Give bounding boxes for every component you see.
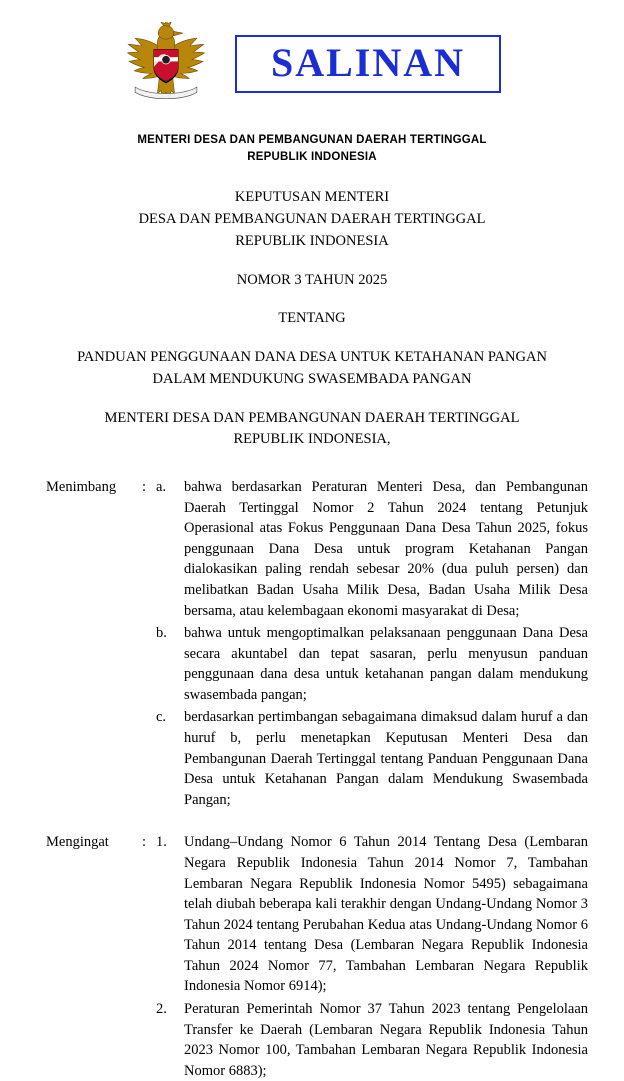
decree-subject-line1: PANDUAN PENGGUNAAN DANA DESA UNTUK KETAHANAN PANGAN bbox=[77, 349, 547, 366]
list-item-marker: c. bbox=[156, 709, 167, 726]
clause-items bbox=[156, 832, 588, 1081]
decree-title bbox=[0, 187, 624, 451]
ministry-title bbox=[0, 132, 624, 165]
document-header bbox=[0, 0, 624, 106]
decree-number: NOMOR 3 TAHUN 2025 bbox=[236, 271, 388, 288]
list-item-marker: a. bbox=[156, 479, 167, 496]
list-item-text: bahwa untuk mengoptimalkan pelaksanaan penggunaan Dana Desa secara akuntabel dan tepat sasaran, perlu menyusun panduan penggunaan dana desa untuk ketahanan pangan dalam mendukung swasembada pangan; bbox=[184, 625, 588, 703]
document-body bbox=[0, 477, 624, 1081]
list-item-marker: 2. bbox=[156, 1000, 167, 1017]
clause-colon: : bbox=[142, 834, 147, 851]
list-item bbox=[156, 832, 588, 997]
list-item-text: Undang–Undang Nomor 6 Tahun 2014 Tentang Desa (Lembaran Negara Republik Indonesia Tahun 2014 Nomor 7, Tambahan Lembaran Negara Republik Indonesia Nomor 5495) sebagaimana telah diubah beberapa kali terakhir dengan Undang-Undang Nomor 3 Tahun 2024 tentang Perubahan Kedua atas Undang-Undang Nomor 6 Tahun 2014 tentang Desa (Lembaran Negara Republik Indonesia Tahun 2024 Nomor 77, Tambahan Lembaran Negara Republik Indonesia Nomor 6914); bbox=[184, 834, 588, 995]
clause-label: Menimbang bbox=[46, 479, 117, 496]
decree-title-line3: REPUBLIK INDONESIA bbox=[235, 232, 389, 249]
list-item bbox=[156, 707, 588, 810]
ministry-title-line1: MENTERI DESA DAN PEMBANGUNAN DAERAH TERTINGGAL bbox=[137, 134, 487, 146]
clause-items bbox=[156, 477, 588, 810]
list-item-text: bahwa berdasarkan Peraturan Menteri Desa, dan Pembangunan Daerah Tertinggal Nomor 2 Tahun 2024 tentang Petunjuk Operasional atas Fokus Penggunaan Dana Desa Tahun 2025, fokus penggunaan Dana Desa untuk program Ketahanan Pangan dialokasikan paling rendah sebesar 20% (dua puluh persen) dan melibatkan Badan Usaha Milik Desa, Badan Usaha Milik Desa bersama, atau kelembagaan ekonomi masyarakat di Desa; bbox=[184, 479, 588, 619]
clause-label: Mengingat bbox=[46, 834, 109, 851]
signatory-line2: REPUBLIK INDONESIA, bbox=[233, 431, 391, 448]
list-item bbox=[156, 477, 588, 621]
clause-mengingat bbox=[46, 832, 588, 1081]
list-item-text: Peraturan Pemerintah Nomor 37 Tahun 2023 tentang Pengelolaan Transfer ke Daerah (Lembaran Negara Republik Indonesia Tahun 2023 Nomor 100, Tambahan Lembaran Negara Republik Indonesia Nomor 6883); bbox=[184, 1000, 588, 1079]
decree-subject-line2: DALAM MENDUKUNG SWASEMBADA PANGAN bbox=[152, 370, 472, 387]
signatory-line1: MENTERI DESA DAN PEMBANGUNAN DAERAH TERTINGGAL bbox=[104, 409, 520, 426]
list-item bbox=[156, 623, 588, 705]
salinan-stamp-text: SALINAN bbox=[270, 40, 466, 85]
list-item-marker: 1. bbox=[156, 834, 167, 851]
list-item-text: berdasarkan pertimbangan sebagaimana dimaksud dalam huruf a dan huruf b, perlu menetapkan Keputusan Menteri Desa dan Pembangunan Daerah Tertinggal tentang Panduan Penggunaan Dana Desa untuk Ketahanan Pangan dalam Mendukung Swasembada Pangan; bbox=[184, 709, 588, 808]
salinan-stamp bbox=[235, 35, 501, 93]
clause-colon: : bbox=[142, 479, 147, 496]
list-item-marker: b. bbox=[156, 625, 167, 642]
clause-menimbang bbox=[46, 477, 588, 810]
garuda-pancasila-emblem bbox=[123, 22, 209, 106]
decree-title-line2: DESA DAN PEMBANGUNAN DAERAH TERTINGGAL bbox=[138, 211, 486, 228]
decree-title-line1: KEPUTUSAN MENTERI bbox=[234, 189, 390, 206]
ministry-title-line2: REPUBLIK INDONESIA bbox=[247, 150, 377, 163]
decree-about-label: TENTANG bbox=[278, 310, 346, 327]
list-item bbox=[156, 999, 588, 1081]
